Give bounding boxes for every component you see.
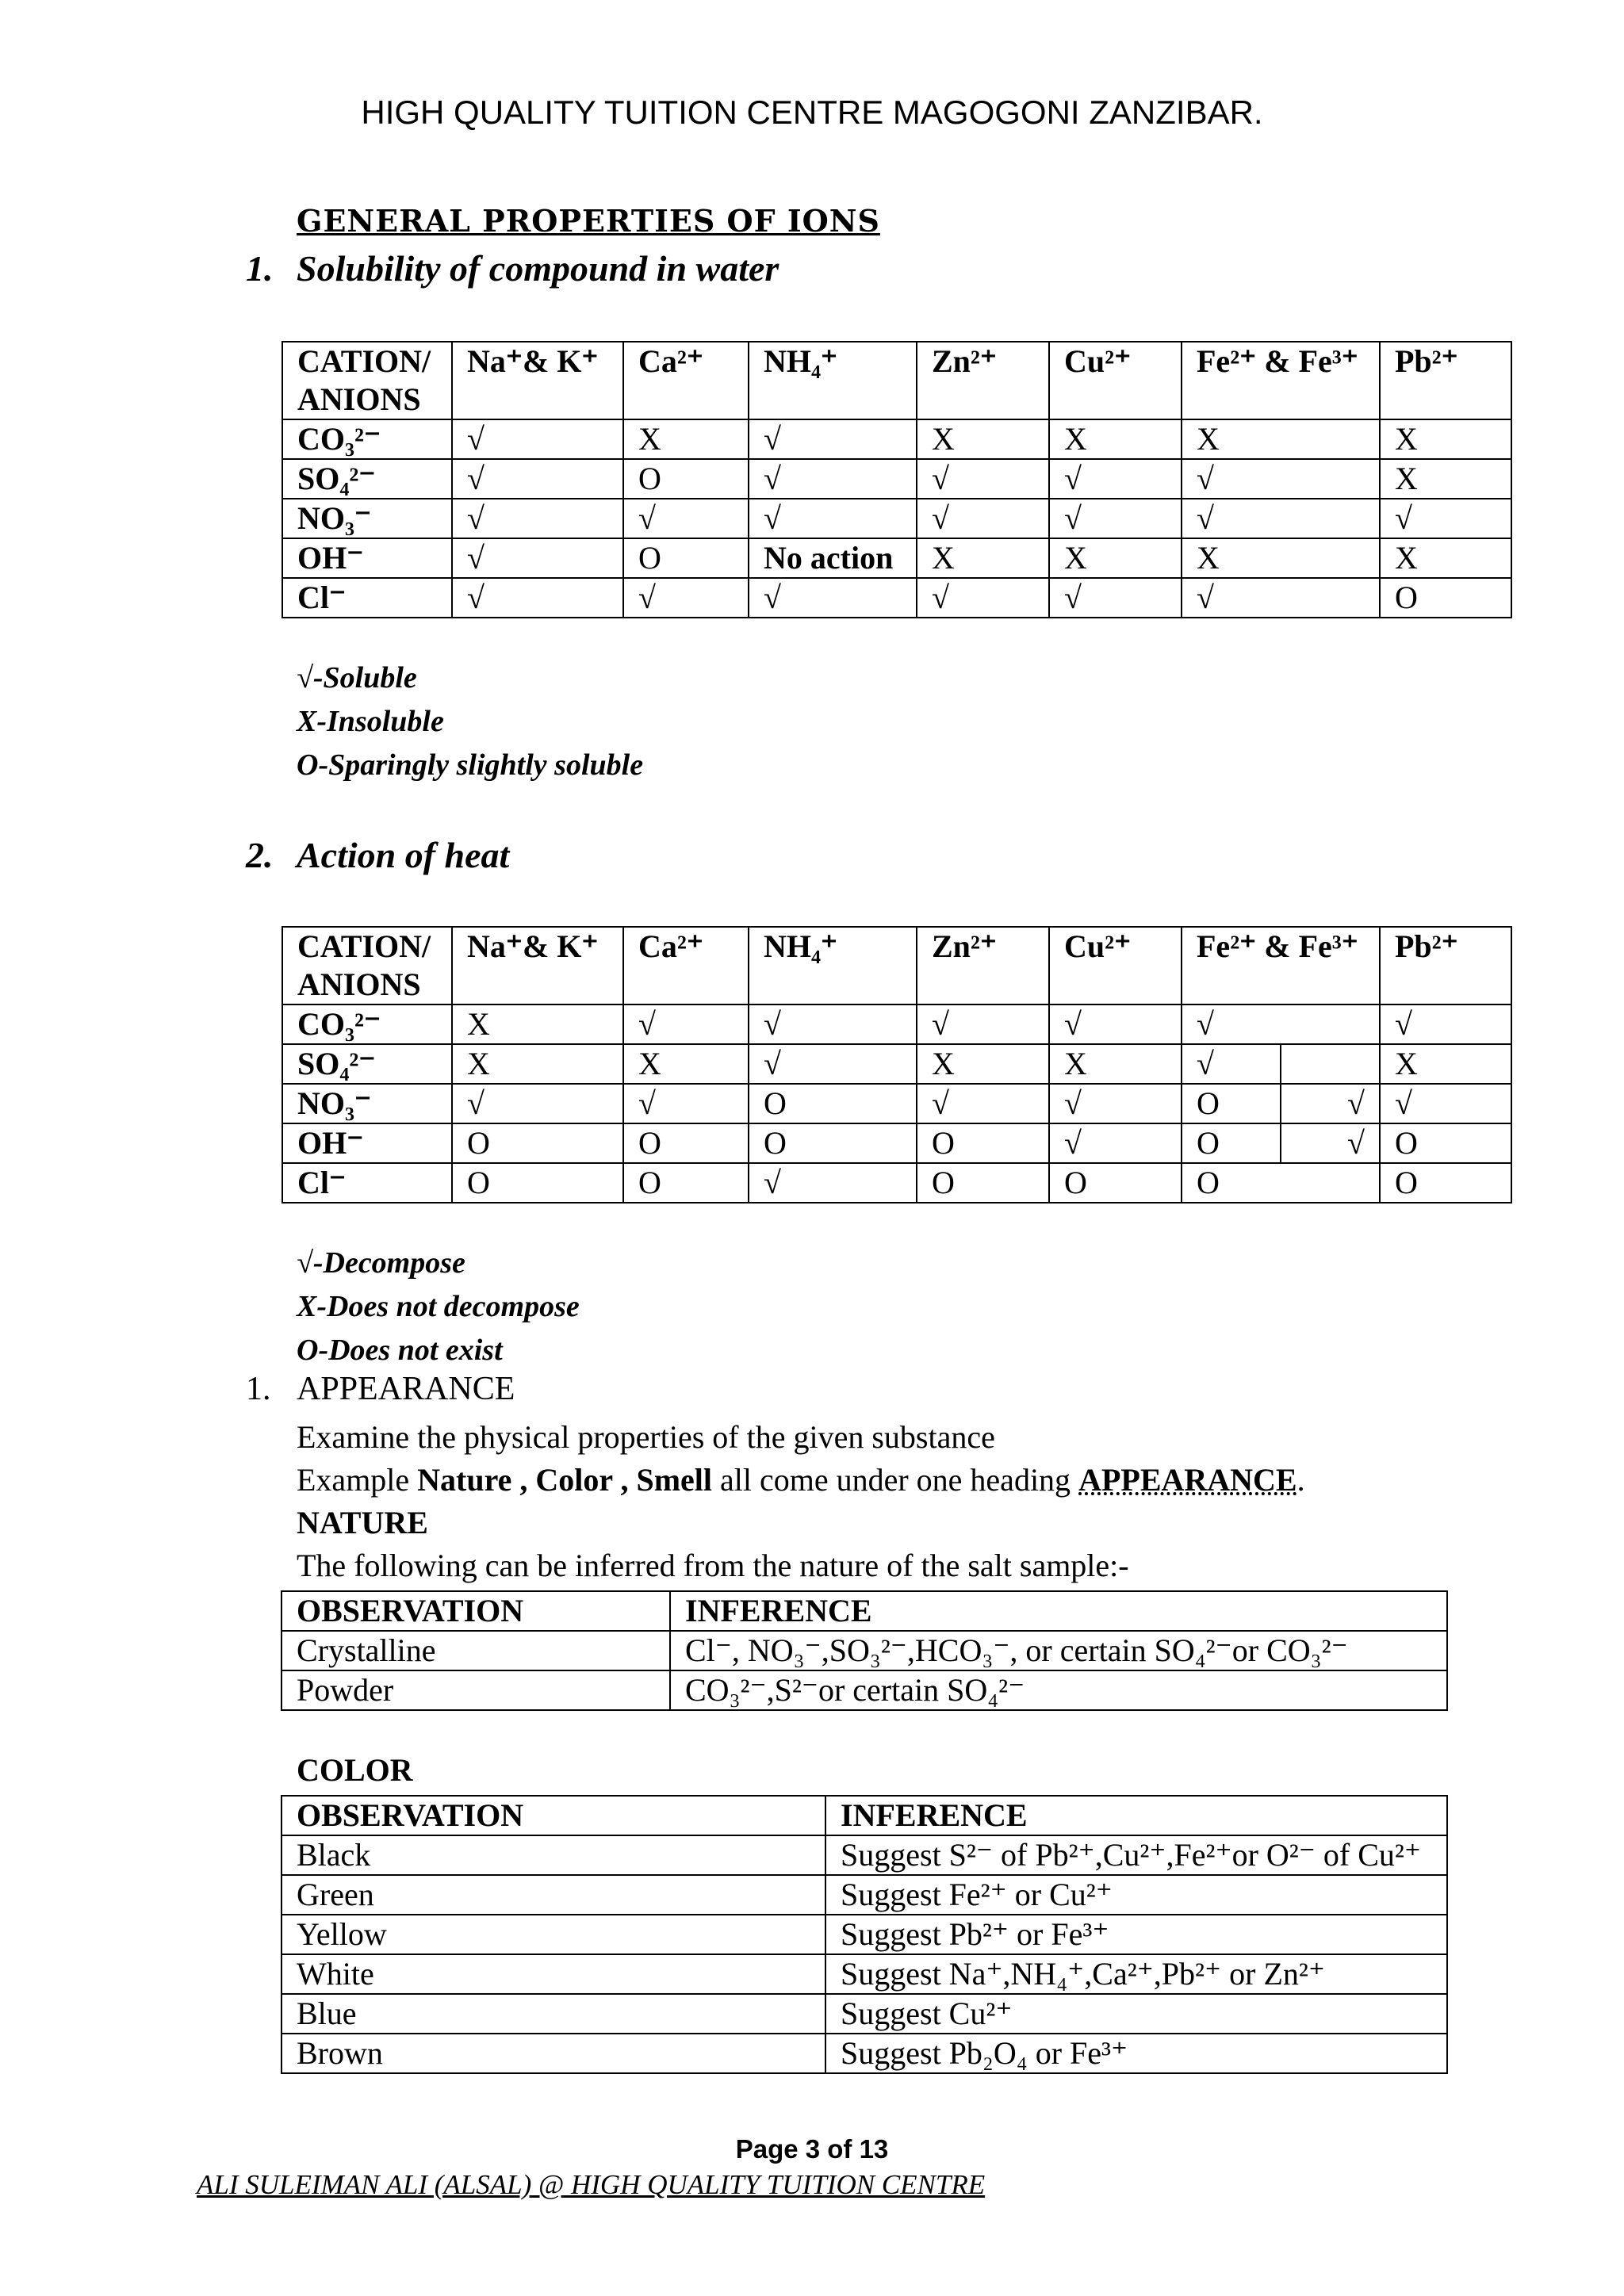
table-row	[282, 1835, 1447, 1875]
table-cell: O	[749, 1123, 917, 1163]
table-cell: √	[749, 419, 917, 459]
table-cell: Yellow	[282, 1915, 825, 1954]
header-cell: Fe²⁺ & Fe³⁺	[1182, 927, 1380, 1004]
table-cell: O	[452, 1123, 623, 1163]
header-cell: Zn²⁺	[917, 342, 1049, 419]
line2-bold: Nature , Color , Smell	[417, 1462, 712, 1498]
anion-cell: Cl⁻	[282, 578, 452, 618]
table-cell: X	[623, 1044, 749, 1084]
table-row	[282, 538, 1511, 578]
table-row	[282, 1954, 1447, 1994]
header-cell: OBSERVATION	[282, 1591, 670, 1631]
table-cell: X	[1380, 538, 1511, 578]
table-cell: X	[1182, 538, 1380, 578]
table-cell: √	[749, 499, 917, 538]
table-cell: √	[1049, 1123, 1182, 1163]
table-cell: Crystalline	[282, 1631, 670, 1670]
table-cell: √	[1380, 499, 1511, 538]
table-cell	[1182, 1044, 1380, 1084]
table-row	[282, 499, 1511, 538]
nature-intro: The following can be inferred from the nature of the salt sample:-	[297, 1548, 1129, 1583]
table-cell: √	[917, 1004, 1049, 1044]
table-cell: X	[452, 1044, 623, 1084]
anion-cell: Cl⁻	[282, 1163, 452, 1203]
anion-cell: CO₃²⁻	[282, 419, 452, 459]
table-cell: Suggest Pb²⁺ or Fe³⁺	[825, 1915, 1447, 1954]
table-cell: √	[749, 1163, 917, 1203]
legend-item: √-Decompose	[297, 1246, 465, 1280]
table-header-row	[282, 927, 1511, 1004]
table-cell: √	[1182, 499, 1380, 538]
table-cell: √	[452, 459, 623, 499]
header-cell: NH₄⁺	[749, 342, 917, 419]
anion-cell: NO₃⁻	[282, 499, 452, 538]
table-cell: O	[1380, 578, 1511, 618]
nature-table	[281, 1590, 1448, 1711]
cell-part	[1281, 1005, 1379, 1043]
table-row	[282, 1123, 1511, 1163]
header-cell: Zn²⁺	[917, 927, 1049, 1004]
legend-item: √-Soluble	[297, 661, 417, 695]
table-row	[282, 1084, 1511, 1123]
table-cell: Cl⁻, NO₃⁻,SO₃²⁻,HCO₃⁻, or certain SO₄²⁻or CO₃²⁻	[670, 1631, 1447, 1670]
cell-part	[1280, 1045, 1379, 1083]
header-cell: Na⁺& K⁺	[452, 927, 623, 1004]
table-cell: X	[1049, 419, 1182, 459]
table-cell: √	[917, 578, 1049, 618]
table-cell: Suggest Na⁺,NH₄⁺,Ca²⁺,Pb²⁺ or Zn²⁺	[825, 1954, 1447, 1994]
table-cell: √	[452, 1084, 623, 1123]
solubility-heading: Solubility of compound in water	[297, 248, 779, 289]
section-title: GENERAL PROPERTIES OF IONS	[297, 203, 880, 239]
table-row	[282, 1004, 1511, 1044]
table-cell: Powder	[282, 1670, 670, 1710]
table-cell: O	[1049, 1163, 1182, 1203]
header-cell: Pb²⁺	[1380, 342, 1511, 419]
table-cell: √	[452, 419, 623, 459]
table-row	[282, 1915, 1447, 1954]
solubility-number: 1.	[246, 248, 274, 289]
table-cell: √	[917, 499, 1049, 538]
table-cell: No action	[749, 538, 917, 578]
line2-text: Example	[297, 1462, 418, 1498]
table-header-row	[282, 342, 1511, 419]
appearance-number: 1.	[246, 1371, 271, 1407]
anion-cell: NO₃⁻	[282, 1084, 452, 1123]
table-cell: X	[623, 419, 749, 459]
table-cell: √	[1049, 578, 1182, 618]
table-cell: Green	[282, 1875, 825, 1915]
appearance-line1: Examine the physical properties of the given substance	[297, 1419, 995, 1455]
header-cell: Fe²⁺ & Fe³⁺	[1182, 342, 1380, 419]
table-cell: X	[1049, 538, 1182, 578]
cell-part: O	[1197, 1085, 1220, 1121]
table-cell: √	[917, 459, 1049, 499]
table-cell: X	[1049, 1044, 1182, 1084]
line2-text: all come under one heading	[712, 1462, 1079, 1498]
table-cell: X	[1380, 1044, 1511, 1084]
table-cell: √	[1049, 1084, 1182, 1123]
table-cell: X	[1380, 419, 1511, 459]
header-cell: CATION/ ANIONS	[282, 927, 452, 1004]
header-cell: Ca²⁺	[623, 342, 749, 419]
table-row	[282, 1670, 1447, 1710]
color-table	[281, 1795, 1448, 2074]
cell-part: √	[1280, 1085, 1379, 1123]
appearance-heading: APPEARANCE	[297, 1371, 515, 1407]
table-cell: X	[917, 1044, 1049, 1084]
table-cell: O	[623, 459, 749, 499]
header-cell: CATION/ ANIONS	[282, 342, 452, 419]
table-row	[282, 1163, 1511, 1203]
table-cell	[1182, 1084, 1380, 1123]
line2-underlined: APPEARANCE	[1078, 1462, 1297, 1498]
table-row	[282, 1875, 1447, 1915]
legend-item: O-Does not exist	[297, 1334, 503, 1367]
header-cell: Pb²⁺	[1380, 927, 1511, 1004]
header-cell: Cu²⁺	[1049, 342, 1182, 419]
table-cell: X	[917, 419, 1049, 459]
heat-table	[282, 926, 1512, 1203]
cell-part: √	[1197, 1006, 1214, 1042]
header-cell: INFERENCE	[825, 1796, 1447, 1835]
anion-cell: OH⁻	[282, 1123, 452, 1163]
table-cell: O	[749, 1084, 917, 1123]
anion-cell: CO₃²⁻	[282, 1004, 452, 1044]
table-cell: Suggest S²⁻ of Pb²⁺,Cu²⁺,Fe²⁺or O²⁻ of Cu²⁺	[825, 1835, 1447, 1875]
header-cell: NH₄⁺	[749, 927, 917, 1004]
table-cell: X	[1380, 459, 1511, 499]
table-cell: √	[749, 1044, 917, 1084]
table-cell: O	[917, 1163, 1049, 1203]
table-cell: √	[917, 1084, 1049, 1123]
appearance-line2	[297, 1459, 1305, 1502]
table-row	[282, 419, 1511, 459]
table-cell: √	[1182, 578, 1380, 618]
table-cell: √	[623, 578, 749, 618]
cell-part: O	[1197, 1165, 1220, 1200]
table-cell: Brown	[282, 2034, 825, 2073]
legend-item: O-Sparingly slightly soluble	[297, 748, 644, 782]
anion-cell: SO₄²⁻	[282, 459, 452, 499]
table-row	[282, 2034, 1447, 2073]
cell-part: O	[1197, 1125, 1220, 1161]
table-cell: Suggest Pb₂O₄ or Fe³⁺	[825, 2034, 1447, 2073]
table-cell: √	[452, 578, 623, 618]
solubility-table	[282, 341, 1512, 618]
line2-text: .	[1297, 1462, 1305, 1498]
table-cell: O	[452, 1163, 623, 1203]
table-cell: O	[623, 1123, 749, 1163]
table-cell: O	[623, 538, 749, 578]
table-cell: √	[1182, 459, 1380, 499]
header-cell: INFERENCE	[670, 1591, 1447, 1631]
table-cell: √	[1049, 1004, 1182, 1044]
heat-heading: Action of heat	[297, 835, 510, 875]
table-row	[282, 1994, 1447, 2034]
solubility-legend	[297, 656, 643, 787]
table-cell	[1182, 1123, 1380, 1163]
cell-part: √	[1280, 1124, 1379, 1162]
table-cell: √	[623, 499, 749, 538]
table-cell: X	[917, 538, 1049, 578]
table-cell: √	[452, 538, 623, 578]
legend-item: X-Insoluble	[297, 705, 444, 738]
footer-author: ALI SULEIMAN ALI (ALSAL) @ HIGH QUALITY TUITION CENTRE	[197, 2169, 986, 2200]
table-cell: √	[1049, 499, 1182, 538]
heat-number: 2.	[246, 835, 274, 875]
color-heading: COLOR	[297, 1752, 413, 1788]
table-cell: Black	[282, 1835, 825, 1875]
table-cell: √	[1380, 1004, 1511, 1044]
table-cell: White	[282, 1954, 825, 1994]
page-number: Page 3 of 13	[735, 2134, 889, 2164]
table-cell: Suggest Cu²⁺	[825, 1994, 1447, 2034]
cell-part: √	[1197, 1046, 1214, 1081]
anion-cell: SO₄²⁻	[282, 1044, 452, 1084]
cell-part	[1281, 1164, 1379, 1202]
table-cell: √	[452, 499, 623, 538]
table-row	[282, 459, 1511, 499]
table-row	[282, 1044, 1511, 1084]
table-cell	[1182, 1004, 1380, 1044]
table-cell: Blue	[282, 1994, 825, 2034]
heat-legend	[297, 1242, 580, 1372]
table-cell: √	[623, 1084, 749, 1123]
table-cell: √	[749, 578, 917, 618]
nature-heading: NATURE	[297, 1505, 428, 1540]
header-cell: Ca²⁺	[623, 927, 749, 1004]
table-cell: X	[1182, 419, 1380, 459]
table-cell: CO₃²⁻,S²⁻or certain SO₄²⁻	[670, 1670, 1447, 1710]
table-cell: √	[749, 1004, 917, 1044]
header-cell: Cu²⁺	[1049, 927, 1182, 1004]
table-header-row	[282, 1796, 1447, 1835]
table-cell: O	[1380, 1123, 1511, 1163]
table-cell: O	[623, 1163, 749, 1203]
header-cell: OBSERVATION	[282, 1796, 825, 1835]
page-header: HIGH QUALITY TUITION CENTRE MAGOGONI ZANZIBAR.	[361, 94, 1263, 131]
anion-cell: OH⁻	[282, 538, 452, 578]
header-cell: Na⁺& K⁺	[452, 342, 623, 419]
table-cell: √	[623, 1004, 749, 1044]
table-cell: O	[917, 1123, 1049, 1163]
table-cell: Suggest Fe²⁺ or Cu²⁺	[825, 1875, 1447, 1915]
legend-item: X-Does not decompose	[297, 1290, 580, 1323]
table-row	[282, 578, 1511, 618]
table-row	[282, 1631, 1447, 1670]
table-cell	[1182, 1163, 1380, 1203]
table-cell: √	[749, 459, 917, 499]
table-header-row	[282, 1591, 1447, 1631]
table-cell: √	[1380, 1084, 1511, 1123]
table-cell: O	[1380, 1163, 1511, 1203]
table-cell: X	[452, 1004, 623, 1044]
table-cell: √	[1049, 459, 1182, 499]
